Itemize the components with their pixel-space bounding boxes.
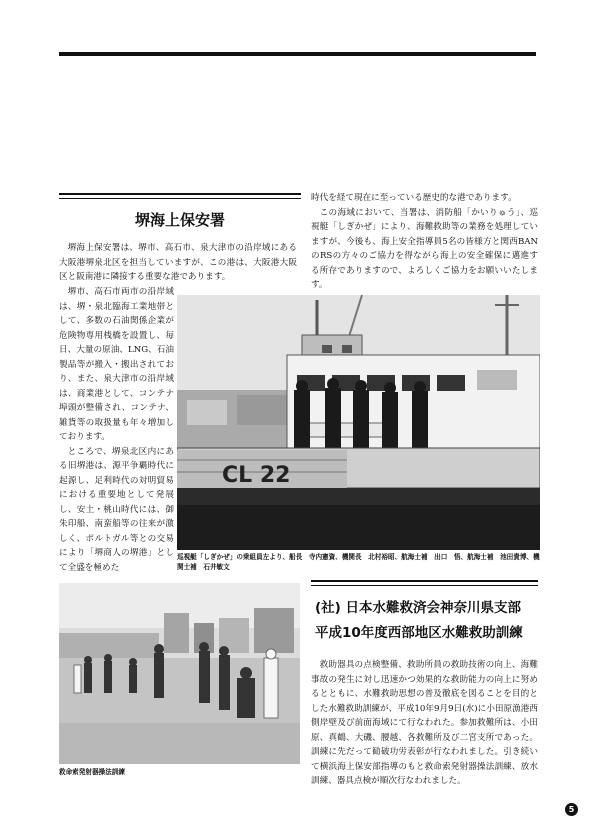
top-rule [59,52,536,56]
section-title-kanagawa-line1: (社) 日本水難救済会神奈川県支部 [315,600,522,616]
paragraph: 堺市、高石市両市の沿岸域は、堺・泉北臨海工業地帯として、多数の石油関係企業が危険物専用桟橋を設置し、毎日、大量の原油、LNG、石油製品等が搬入・搬出されており、また、泉大津市の沿岸域は、商業港として、コンテナ埠頭が整備され、コンテナ、雑貨等の取扱量も年々増加しております。 [59,287,174,442]
body-text-intro [59,241,297,285]
ship-photo [177,295,540,550]
body-text-narrow [59,285,174,575]
paragraph: 時代を経て現在に至っている歴史的な港であります。 [311,193,517,203]
section-rule [311,580,538,582]
section-rule [311,585,538,586]
training-photo-caption: 救命索発射器操法訓練 [59,768,125,776]
training-photo [59,583,300,764]
section-rule [59,193,301,195]
paragraph: この海域において、当署は、消防船「かいりゅう」、巡視艇「しぎかぜ」により、海難救助等の業務を処理していますが、今後も、海上安全指導員5名の皆様方と関西BANのRSの方々のご協力を得ながら海上の安全確保に邁進する所存でありますので、よろしくご協力をお願いいたします。 [311,207,538,290]
section-title-kanagawa-line2: 平成10年度西部地区水難救助訓練 [315,625,523,641]
ship-photo-caption: 巡視艇「しぎかぜ」の乗組員左より、船長 寺内憲資、機関長 北村裕昭、航海士補 出口 悟、航海士補 池田貴博、機関士補 石井敏文 [177,553,540,571]
paragraph: 救助器具の点検整備、救助所員の救助技術の向上、海難事故の発生に対し迅速かつ効果的な救助能力の向上に努めるとともに、水難救助思想の普及徹底を図ることを目的とした水難救助訓練が、平成10年9月9日(水)に小田原漁港西側岸壁及び前面海域にて行なわれた。参加救難所は、小田原、真鶴、大磯、腰越、各救難所及び二宮支所であった。訓練に先だって勧破功労表彰が行なわれました。引き続いて横浜海上保安部指導のもと救命索発射器操法訓練、放水訓練、器具点検が順次行なわれました。 [311,660,538,786]
body-text-continued [311,191,538,293]
section-rule [59,198,301,199]
paragraph: ところで、堺泉北区内にある旧堺港は、源平争覇時代に起源し、足利時代の対明貿易における重要地として発展し、安土・桃山時代には、御朱印船、南蛮船等の往来が激しく、ポルトガル等との交易により「堺商人の堺港」として全盛を極めた [59,446,174,573]
page-number: 5 [565,803,578,816]
paragraph: 堺海上保安署は、堺市、高石市、泉大津市の沿岸域にある大阪港堺泉北区を担当していますが、この港は、大阪港大阪区と阪南港に隣接する重要な港であります。 [59,243,297,282]
section-title-sakai: 堺海上保安署 [134,211,225,229]
ship-marking: CL 22 [222,463,291,488]
body-text-training [311,658,538,789]
